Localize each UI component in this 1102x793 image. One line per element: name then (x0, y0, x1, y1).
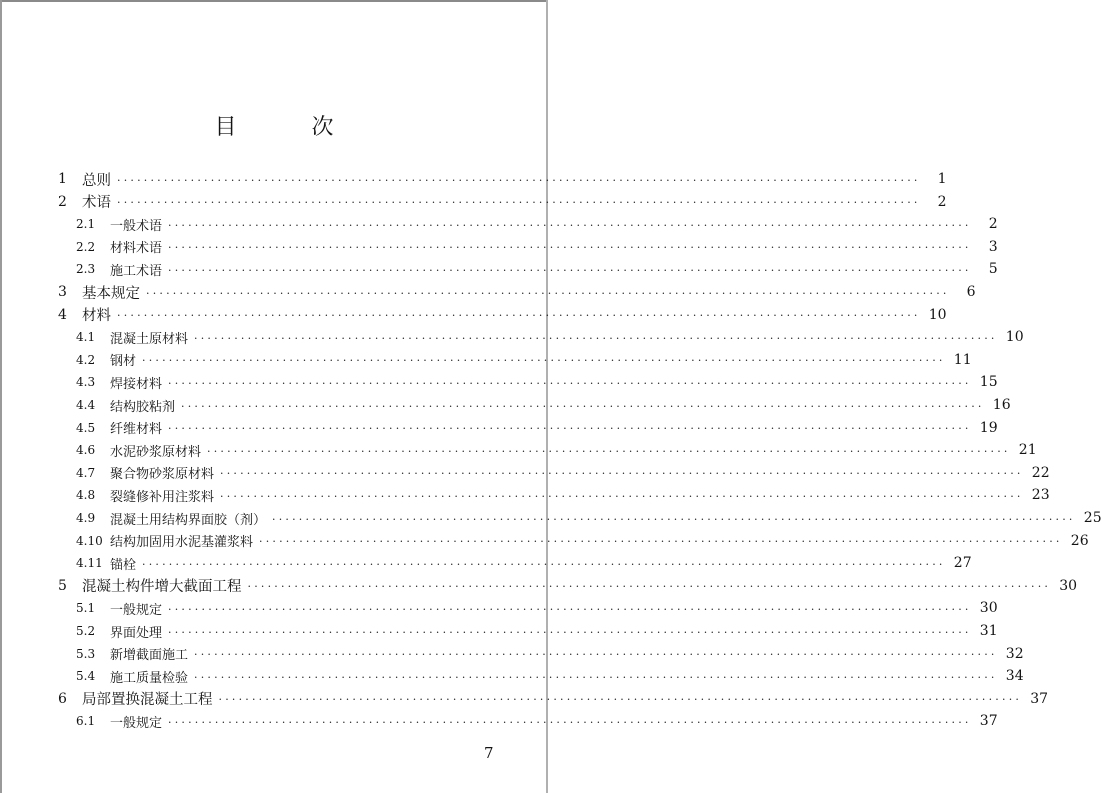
entry-page-number: 34 (1005, 668, 1024, 685)
entry-page-number: 25 (1083, 510, 1102, 526)
toc-section-entry[interactable] (76, 236, 998, 258)
toc-section-entry[interactable] (76, 484, 1050, 506)
dot-leader: ························································································································ (168, 376, 972, 390)
entry-number: 5.2 (76, 624, 96, 638)
page-title: 目 次 (214, 115, 368, 140)
dot-leader: ························································································································ (168, 241, 972, 255)
entry-page-number: 23 (1031, 487, 1050, 504)
entry-page-number: 16 (992, 397, 1011, 413)
toc-section-entry[interactable] (76, 258, 998, 280)
entry-page-number: 1 (937, 171, 947, 187)
dot-leader: ························································································································ (168, 715, 972, 729)
dot-leader: ························································································································ (146, 286, 950, 300)
dot-leader: ························································································································ (207, 444, 1011, 458)
entry-title: 焊接材料 (110, 376, 163, 392)
entry-title: 施工质量检验 (110, 670, 189, 686)
entry-number: 4.7 (76, 465, 96, 480)
entry-number: 4 (58, 306, 67, 323)
entry-page-number: 10 (928, 306, 947, 323)
toc-section-entry[interactable] (76, 530, 1089, 552)
dot-leader: ························································································································ (194, 331, 998, 345)
toc-section-entry[interactable] (76, 620, 998, 642)
page-number: 7 (484, 744, 494, 762)
entry-number: 2.3 (76, 262, 96, 277)
dot-leader: ························································································································ (142, 354, 946, 368)
toc-section-entry[interactable] (76, 371, 998, 393)
entry-page-number: 6 (966, 284, 976, 300)
entry-number: 6.1 (76, 714, 96, 729)
entry-title: 一般术语 (110, 218, 163, 234)
dot-leader: ························································································································ (168, 218, 972, 232)
entry-title: 材料术语 (110, 241, 163, 257)
toc-section-entry[interactable] (76, 213, 998, 235)
entry-title: 局部置换混凝土工程 (82, 692, 213, 709)
entry-number: 4.2 (76, 352, 96, 367)
entry-title: 界面处理 (110, 625, 163, 641)
entry-page-number: 11 (953, 351, 972, 368)
toc-section-entry[interactable] (76, 462, 1050, 484)
entry-title: 混凝土原材料 (110, 331, 189, 347)
entry-page-number: 32 (1005, 645, 1024, 662)
entry-page-number: 22 (1031, 464, 1050, 481)
entry-title: 总则 (82, 172, 111, 189)
entry-title: 水泥砂浆原材料 (110, 444, 202, 460)
entry-number: 5.1 (76, 601, 96, 616)
toc-chapter-entry[interactable] (58, 575, 1078, 597)
toc-section-entry[interactable] (76, 643, 1024, 665)
toc-chapter-entry[interactable] (58, 281, 976, 303)
entry-number: 3 (58, 284, 67, 300)
entry-title: 基本规定 (82, 285, 140, 302)
toc-chapter-entry[interactable] (58, 168, 947, 190)
dot-leader: ························································································································ (247, 580, 1052, 594)
entry-number: 4.10 (76, 533, 103, 548)
toc-section-entry[interactable] (76, 552, 972, 574)
dot-leader: ························································································································ (168, 263, 972, 277)
entry-title: 施工术语 (110, 263, 163, 279)
entry-page-number: 27 (953, 555, 972, 572)
entry-number: 6 (58, 690, 67, 707)
entry-page-number: 19 (979, 419, 998, 436)
toc-section-entry[interactable] (76, 665, 1024, 687)
entry-title: 结构加固用水泥基灌浆料 (110, 535, 254, 551)
entry-number: 4.5 (76, 420, 96, 435)
dot-leader: ························································································································ (117, 309, 921, 323)
toc-section-entry[interactable] (76, 417, 998, 439)
entry-page-number: 26 (1070, 532, 1089, 549)
entry-page-number: 37 (979, 713, 998, 730)
dot-leader: ························································································································ (117, 173, 921, 187)
entry-number: 4.1 (76, 330, 96, 345)
entry-page-number: 15 (979, 374, 998, 391)
entry-page-number: 37 (1030, 690, 1049, 707)
entry-title: 一般规定 (110, 715, 163, 731)
dot-leader: ························································································································ (168, 602, 972, 616)
entry-page-number: 21 (1018, 442, 1037, 459)
entry-number: 4.4 (76, 398, 96, 412)
dot-leader: ························································································································ (259, 535, 1063, 549)
entry-page-number: 5 (988, 261, 998, 278)
entry-title: 新增截面施工 (110, 648, 189, 664)
dot-leader: ························································································································ (168, 625, 972, 639)
entry-page-number: 10 (1005, 329, 1024, 346)
dot-leader: ························································································································ (220, 467, 1024, 481)
entry-page-number: 30 (1059, 577, 1078, 594)
dot-leader: ························································································································ (194, 670, 998, 684)
entry-title: 纤维材料 (110, 422, 163, 438)
dot-leader: ························································································································ (194, 648, 998, 662)
entry-title: 术语 (82, 195, 111, 212)
toc-chapter-entry[interactable] (58, 304, 947, 326)
entry-title: 锚栓 (110, 557, 137, 573)
entry-number: 5 (58, 577, 67, 594)
entry-page-number: 2 (988, 216, 998, 233)
entry-number: 4.9 (76, 511, 96, 525)
entry-number: 4.11 (76, 556, 103, 571)
dot-leader: ························································································································ (220, 489, 1024, 503)
dot-leader: ························································································································ (218, 693, 1023, 707)
dot-leader: ························································································································ (168, 422, 972, 436)
dot-leader: ························································································································ (142, 557, 946, 571)
toc-section-entry[interactable] (76, 439, 1037, 461)
entry-title: 混凝土构件增大截面工程 (82, 579, 242, 596)
entry-title: 结构胶粘剂 (110, 399, 176, 415)
toc-section-entry[interactable] (76, 394, 1011, 416)
entry-number: 5.4 (76, 669, 96, 684)
entry-number: 2.1 (76, 217, 96, 232)
toc-section-entry[interactable] (76, 349, 972, 371)
entry-page-number: 2 (937, 193, 947, 210)
toc-section-entry[interactable] (76, 507, 1102, 529)
entry-title: 聚合物砂浆原材料 (110, 467, 215, 483)
entry-page-number: 3 (988, 238, 998, 255)
dot-leader: ························································································································ (181, 399, 985, 413)
entry-page-number: 31 (979, 623, 998, 639)
dot-leader: ························································································································ (272, 512, 1076, 526)
scan-top-edge (0, 0, 548, 2)
toc-section-entry[interactable] (76, 597, 998, 619)
entry-page-number: 30 (979, 600, 998, 617)
entry-title: 材料 (82, 308, 111, 325)
entry-title: 裂缝修补用注浆料 (110, 489, 215, 505)
entry-number: 4.6 (76, 443, 96, 458)
dot-leader: ························································································································ (117, 196, 921, 210)
entry-number: 2 (58, 193, 67, 210)
entry-number: 2.2 (76, 239, 96, 254)
toc-chapter-entry[interactable] (58, 688, 1049, 710)
toc-section-entry[interactable] (76, 326, 1024, 348)
entry-number: 1 (58, 171, 67, 187)
entry-title: 钢材 (110, 354, 137, 370)
entry-title: 混凝土用结构界面胶（剂） (110, 512, 267, 528)
entry-number: 4.3 (76, 375, 96, 390)
entry-title: 一般规定 (110, 602, 163, 618)
toc-chapter-entry[interactable] (58, 191, 947, 213)
toc-section-entry[interactable] (76, 710, 998, 732)
entry-number: 5.3 (76, 646, 96, 661)
entry-number: 4.8 (76, 488, 96, 503)
